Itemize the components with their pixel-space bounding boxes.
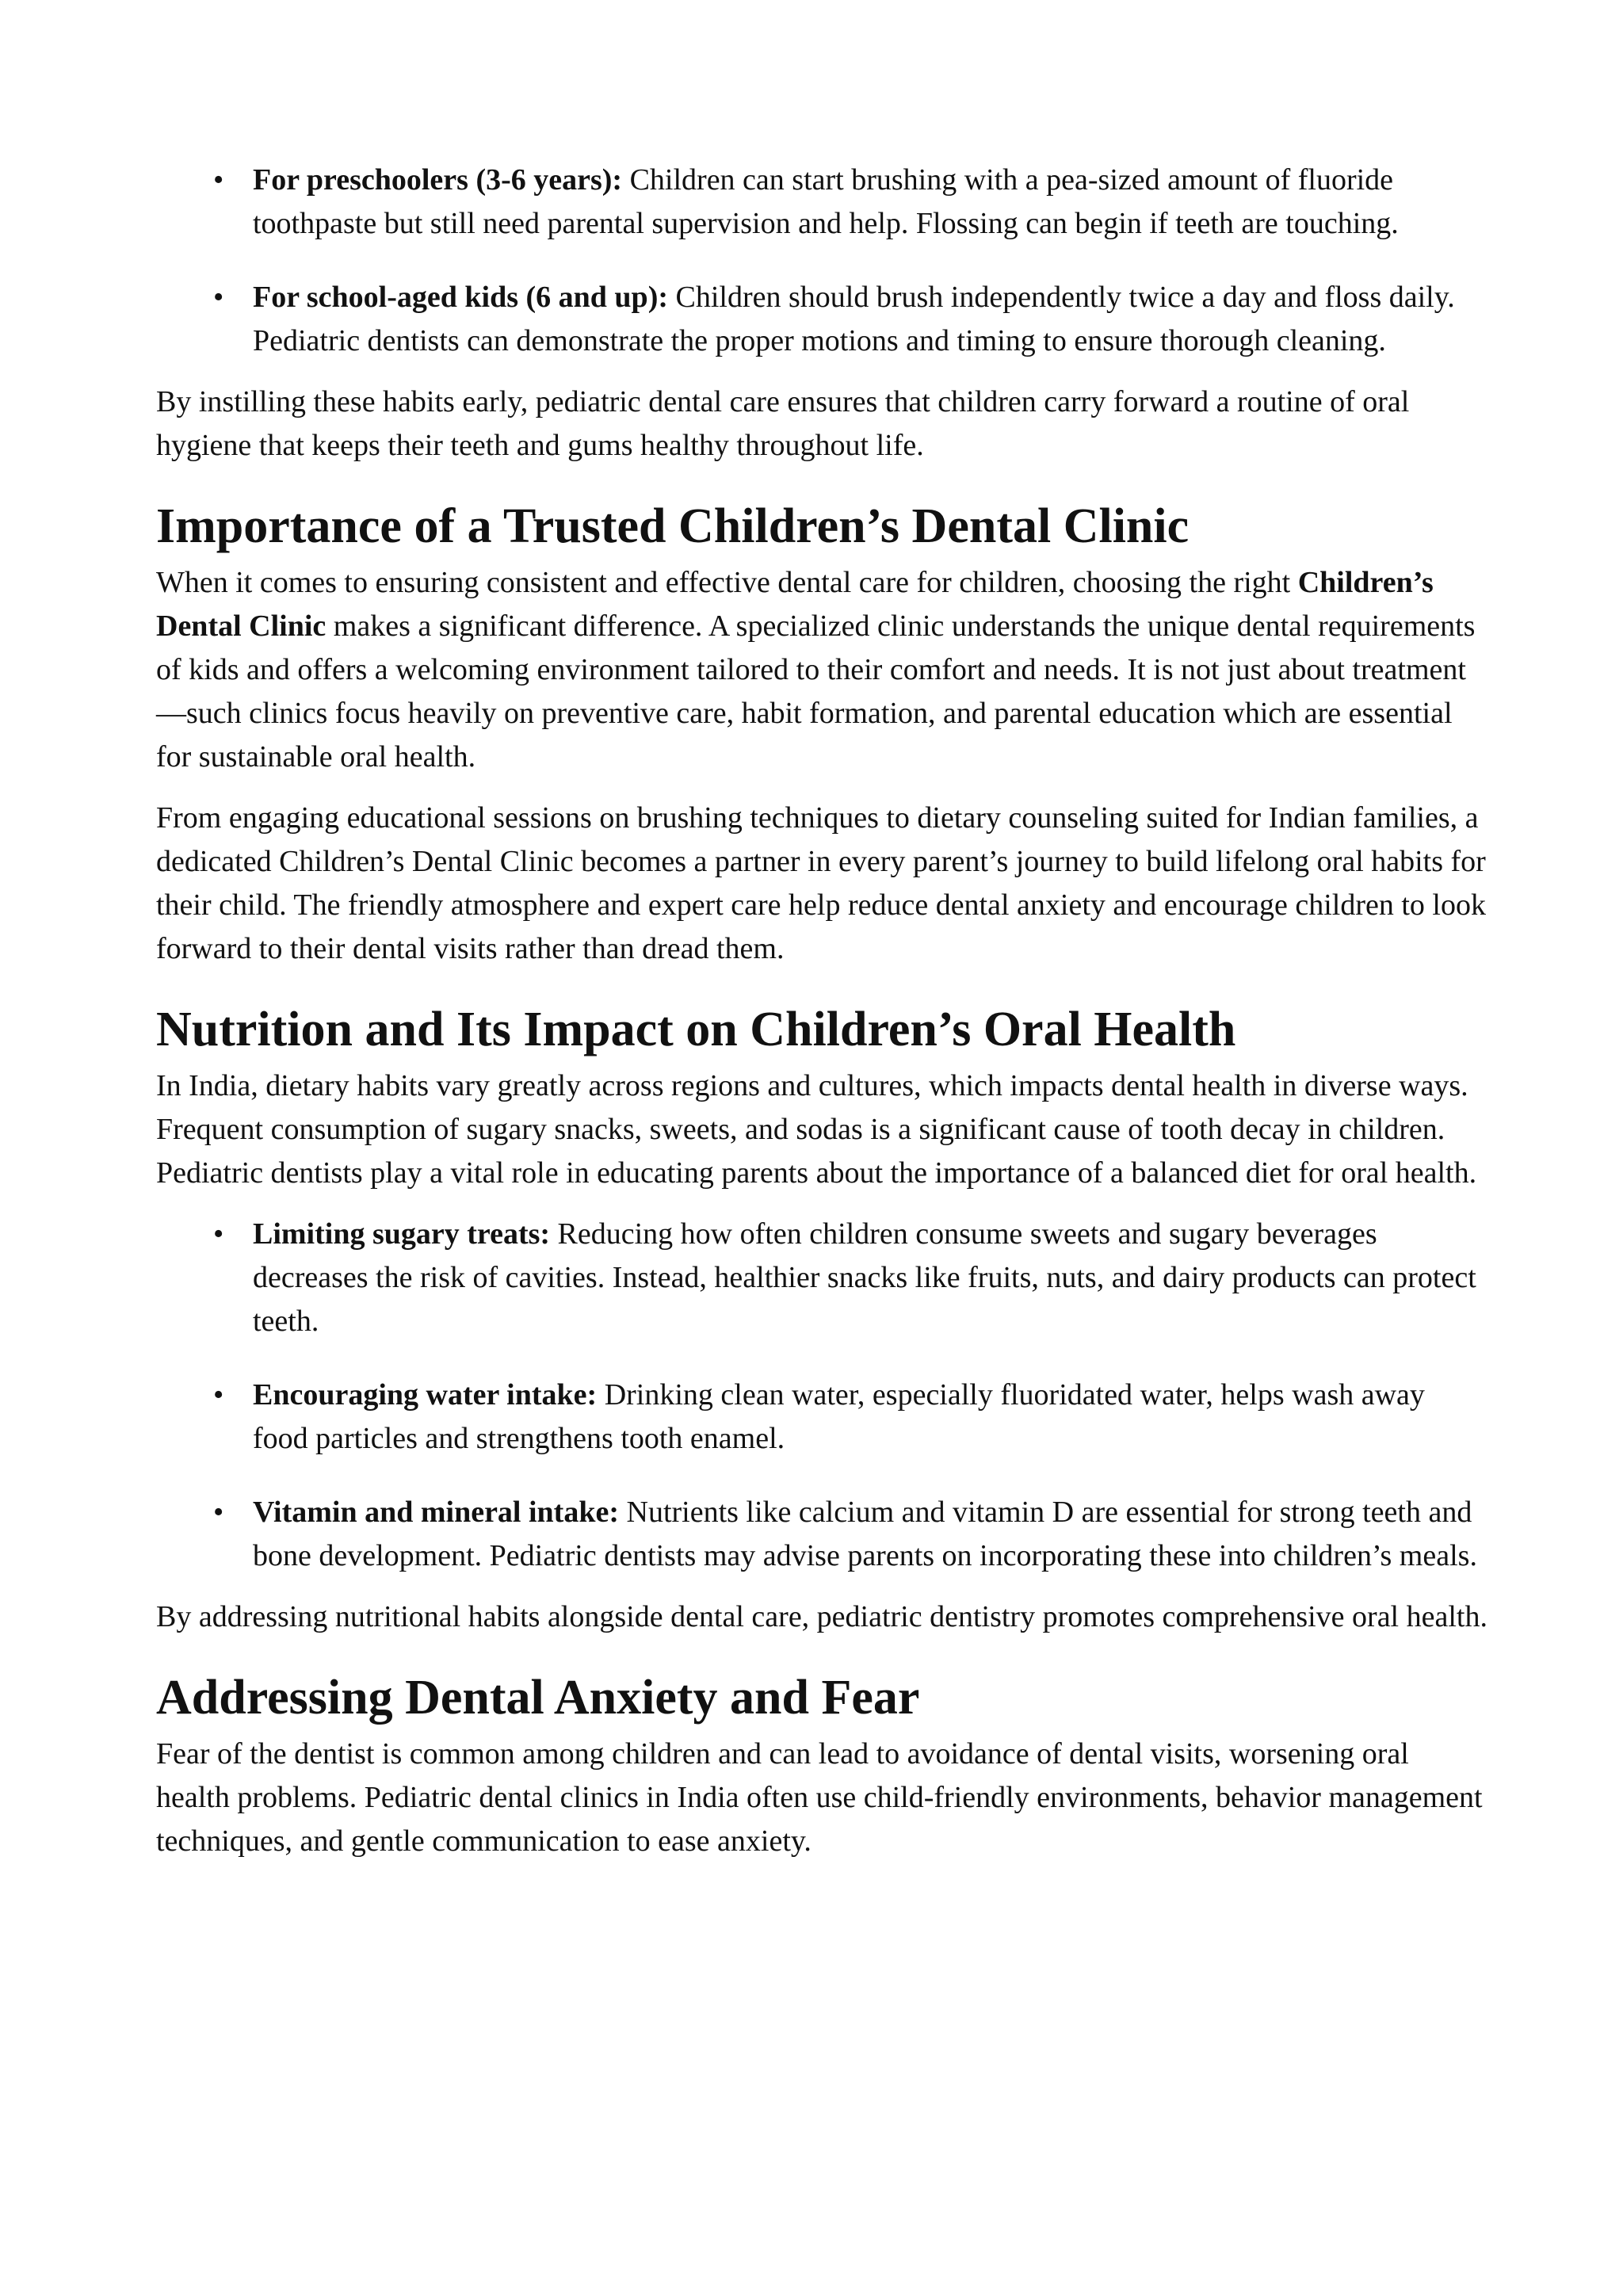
heading-nutrition: Nutrition and Its Impact on Children’s Oral Health: [156, 1003, 1236, 1056]
hygiene-age-list: [156, 159, 1487, 363]
heading-dental-anxiety: Addressing Dental Anxiety and Fear: [156, 1671, 920, 1725]
list-item-title: Encouraging water intake:: [253, 1378, 598, 1412]
paragraph-text: When it comes to ensuring consistent and effective dental care for children, choosing the right: [156, 566, 1298, 599]
list-item-text: Children can start brushing with a pea-sized amount of fluoride toothpaste but still need parental supervision and help. Flossing can begin if teeth are touching.: [253, 163, 1399, 240]
list-item: [156, 1213, 1487, 1343]
paragraph-text: makes a significant difference. A specialized clinic understands the unique dental requirements of kids and offers a welcoming environment tailored to their comfort and needs. It is not just about treatment—such clinics focus heavily on preventive care, habit formation, and parental education which are essential for sustainable oral health.: [156, 609, 1476, 774]
bullet-icon: •: [213, 1378, 224, 1412]
list-item-text: Nutrients like calcium and vitamin D are essential for strong teeth and bone development. Pediatric dentists may advise parents on incorporating these into children’s meals.: [253, 1496, 1477, 1572]
nutrition-list: [156, 1213, 1487, 1578]
document-page: [156, 159, 1487, 1881]
bullet-icon: •: [213, 163, 224, 197]
paragraph-habits: By instilling these habits early, pediatric dental care ensures that children carry forward a routine of oral hygiene that keeps their teeth and gums healthy throughout life.: [156, 385, 1410, 462]
list-item-title: Limiting sugary treats:: [253, 1217, 551, 1251]
list-item: [156, 276, 1487, 363]
list-item: [156, 1491, 1487, 1578]
bullet-icon: •: [213, 1496, 224, 1529]
bullet-icon: •: [213, 281, 224, 314]
bullet-icon: •: [213, 1217, 224, 1251]
paragraph-nutrition-outro: By addressing nutritional habits alongside dental care, pediatric dentistry promotes comprehensive oral health.: [156, 1600, 1487, 1633]
list-item-text: Reducing how often children consume sweets and sugary beverages decreases the risk of cavities. Instead, healthier snacks like fruits, nuts, and dairy products can protect teeth.: [253, 1217, 1476, 1338]
list-item-text: Children should brush independently twice a day and floss daily. Pediatric dentists can demonstrate the proper motions and timing to ensure thorough cleaning.: [253, 281, 1455, 357]
list-item-title: Vitamin and mineral intake:: [253, 1496, 619, 1529]
paragraph-clinic-2: From engaging educational sessions on brushing techniques to dietary counseling suited for Indian families, a dedicated Children’s Dental Clinic becomes a partner in every parent’s journey to build lifelong oral habits for their child. The friendly atmosphere and expert care help reduce dental anxiety and encourage children to look forward to their dental visits rather than dread them.: [156, 801, 1486, 965]
list-item-title: For school-aged kids (6 and up):: [253, 281, 669, 314]
paragraph-anxiety: Fear of the dentist is common among children and can lead to avoidance of dental visits, worsening oral health problems. Pediatric dental clinics in India often use child-friendly environments, behavior management techniques, and gentle communication to ease anxiety.: [156, 1737, 1483, 1858]
bold-clinic-name: Children’s Dental Clinic: [156, 566, 1434, 643]
list-item-text: Drinking clean water, especially fluoridated water, helps wash away food particles and strengthens tooth enamel.: [253, 1378, 1425, 1455]
heading-trusted-clinic: Importance of a Trusted Children’s Dental Clinic: [156, 499, 1190, 553]
paragraph-nutrition-intro: In India, dietary habits vary greatly across regions and cultures, which impacts dental health in diverse ways. Frequent consumption of sugary snacks, sweets, and sodas is a significant cause of tooth decay in children. Pediatric dentists play a vital role in educating parents about the importance of a balanced diet for oral health.: [156, 1069, 1477, 1190]
list-item: [156, 159, 1487, 246]
list-item-title: For preschoolers (3-6 years):: [253, 163, 623, 197]
list-item: [156, 1373, 1487, 1461]
paragraph-clinic-1: [156, 561, 1487, 779]
